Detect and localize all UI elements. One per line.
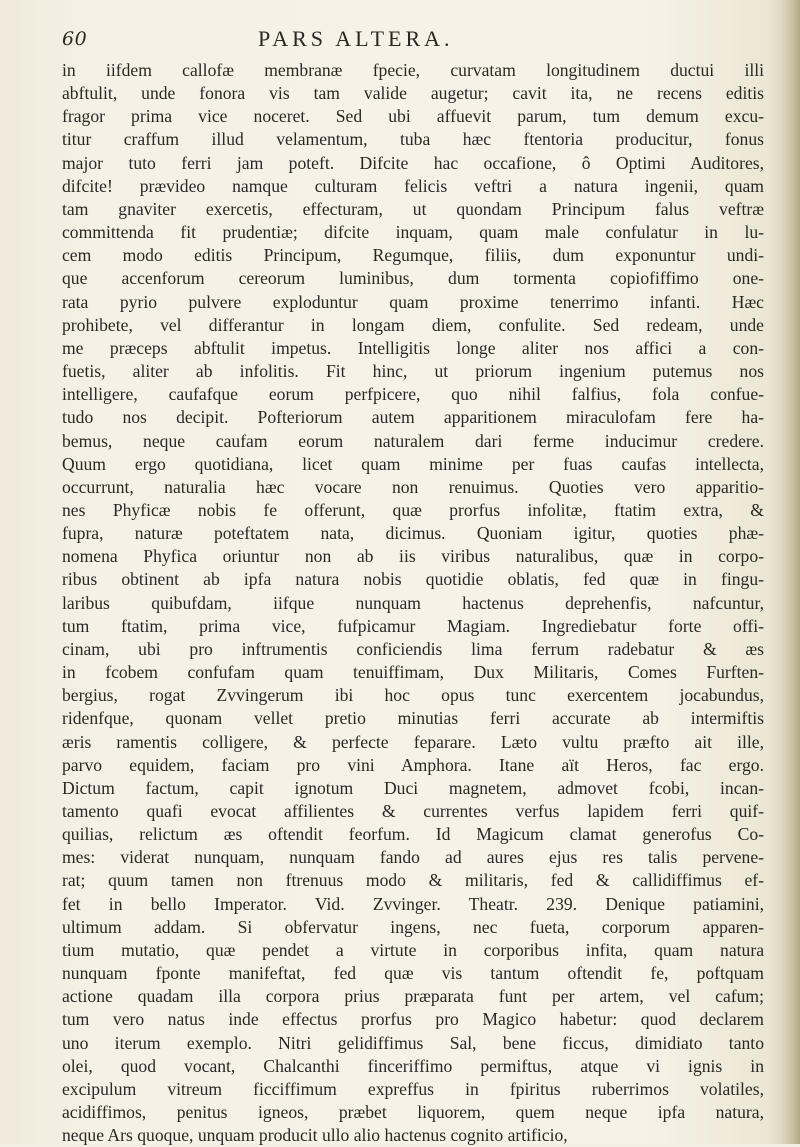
text-line: cem modo editis Principum, Regumque, filiis, dum exponuntur undi- bbox=[62, 245, 764, 266]
text-line: tum vero natus inde effectus prorfus pro Magico habetur: quod declarem bbox=[62, 1009, 764, 1030]
text-line: neque Ars quoque, unquam producit ullo alio hactenus cognito artificio, bbox=[62, 1125, 568, 1146]
text-line: cinam, ubi pro inftrumentis conficiendis lima ferrum radebatur & æs bbox=[62, 638, 764, 659]
text-line: committenda fit prudentiæ; difcite inquam, quam male confulatur in lu- bbox=[62, 222, 764, 243]
text-line: mes: viderat nunquam, nunquam fando ad aures ejus res talis pervene- bbox=[62, 847, 764, 868]
text-line: nomena Phyfica oriuntur non ab iis viribus naturalibus, quæ in corpo- bbox=[62, 546, 764, 567]
text-line: bergius, rogat Zvvingerum ibi hoc opus tunc exercentem jocabundus, bbox=[62, 685, 764, 706]
text-line: tam gnaviter exercetis, effecturam, ut quondam Principum falus veftræ bbox=[62, 198, 764, 219]
page-edge-shadow bbox=[782, 0, 800, 1144]
text-line: in iifdem callofæ membranæ fpecie, curvatam longitudinem ductui illi bbox=[62, 60, 764, 80]
text-line: fragor prima vice noceret. Sed ubi affuevit parum, tum demum excu- bbox=[62, 106, 764, 127]
text-line: titur craffum illud velamentum, tuba hæc ftentoria producitur, fonus bbox=[62, 129, 764, 150]
text-line: fet in bello Imperator. Vid. Zvvinger. Theatr. 239. Denique patiamini, bbox=[62, 893, 764, 914]
text-line: laribus quibufdam, iifque nunquam hactenus deprehenfis, nafcuntur, bbox=[62, 592, 764, 613]
text-line: parvo equidem, faciam pro vini Amphora. Itane aït Heros, fac ergo. bbox=[62, 754, 764, 775]
text-line: rata pyrio pulvere exploduntur quam proxime tenerrimo infanti. Hæc bbox=[62, 291, 764, 312]
text-line: que accenforum cereorum luminibus, dum tormenta copiofiffimo one- bbox=[62, 268, 764, 289]
text-line: major tuto ferri jam poteft. Difcite hac occafione, ô Optimi Auditores, bbox=[62, 152, 764, 173]
text-line: difcite! prævideo namque culturam felicis veftri a natura ingenii, quam bbox=[62, 175, 764, 196]
text-line: me præceps abftulit impetus. Intelligitis longe aliter nos affici a con- bbox=[62, 337, 764, 358]
text-line: fuetis, aliter ab infolitis. Fit hinc, ut priorum ingenium putemus nos bbox=[62, 361, 764, 382]
text-line: tium mutatio, quæ pendet a virtute in corporibus infita, quam natura bbox=[62, 939, 764, 960]
text-line: fupra, naturæ poteftatem nata, dicimus. Quoniam igitur, quoties phæ- bbox=[62, 523, 764, 544]
page-header bbox=[62, 28, 762, 54]
text-line: ridenfque, quonam vellet pretio minutias ferri accurate ab intermiftis bbox=[62, 708, 764, 729]
text-line: Quum ergo quotidiana, licet quam minime per fuas caufas intellecta, bbox=[62, 453, 764, 474]
text-line: Dictum factum, capit ignotum Duci magnetem, admovet fcobi, incan- bbox=[62, 777, 764, 798]
text-line: rat; quum tamen non ftrenuus modo & militaris, fed & callidiffimus ef- bbox=[62, 870, 764, 891]
text-line: intelligere, caufafque eorum perfpicere, quo nihil falfius, fola confue- bbox=[62, 384, 764, 405]
text-line: nes Phyficæ nobis fe offerunt, quæ prorfus infolitæ, ftatim extra, & bbox=[62, 499, 764, 520]
text-line: æris ramentis colligere, & perfecte feparare. Læto vultu præfto ait ille, bbox=[62, 731, 764, 752]
text-line: olei, quod vocant, Chalcanthi finceriffimo permiftus, atque vi ignis in bbox=[62, 1055, 764, 1076]
text-line: occurrunt, naturalia hæc vocare non renuimus. Quoties vero apparitio- bbox=[62, 476, 764, 497]
text-line: tudo nos decipit. Pofteriorum autem apparitionem miraculofam fere ha- bbox=[62, 407, 764, 428]
text-line: ultimum addam. Si obfervatur ingens, nec fueta, corporum apparen- bbox=[62, 916, 764, 937]
page-number: 60 bbox=[62, 28, 88, 50]
text-line: nunquam fponte manifeftat, fed quæ vis tantum oftendit fe, poftquam bbox=[62, 963, 764, 984]
body-text bbox=[62, 59, 764, 1146]
text-line: actione quadam illa corpora prius præparata funt per artem, vel cafum; bbox=[62, 986, 764, 1007]
text-line: quilias, relictum æs oftendit feorfum. Id Magicum clamat generofus Co- bbox=[62, 824, 764, 845]
text-line: tum ftatim, prima vice, fufpicamur Magiam. Ingrediebatur forte offi- bbox=[62, 615, 764, 636]
text-line: abftulit, unde fonora vis tam valide augetur; cavit ita, ne recens editis bbox=[62, 83, 764, 104]
text-line: bemus, neque caufam eorum naturalem dari ferme inducimur credere. bbox=[62, 430, 764, 451]
text-line: in fcobem confufam quam tenuiffimam, Dux Militaris, Comes Furften- bbox=[62, 662, 764, 683]
text-line: acidiffimos, penitus igneos, præbet liquorem, quem neque ipfa natura, bbox=[62, 1102, 764, 1123]
text-line: tamento quafi evocat affilientes & currentes verfus lapidem ferri quif- bbox=[62, 801, 764, 821]
text-line: excipulum vitreum ficciffimum expreffus in fpiritus ruberrimos volatiles, bbox=[62, 1078, 764, 1099]
running-head: PARS ALTERA. bbox=[258, 26, 454, 51]
text-line: prohibete, vel differantur in longam diem, confulite. Sed redeam, unde bbox=[62, 314, 764, 335]
text-line: uno iterum exemplo. Nitri gelidiffimus Sal, bene ficcus, dimidiato tanto bbox=[62, 1032, 764, 1053]
text-line: ribus obtinent ab ipfa natura nobis quotidie oblatis, fed quæ in fingu- bbox=[62, 569, 764, 590]
